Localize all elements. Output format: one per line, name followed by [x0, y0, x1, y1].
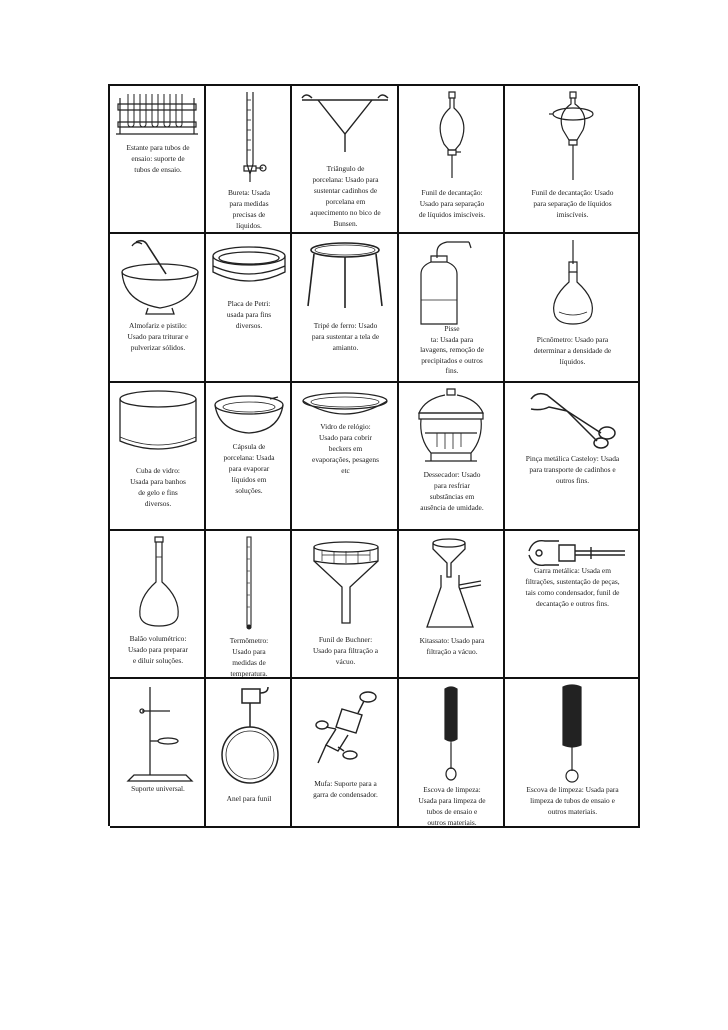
caption-pinca: Pinça metálica Casteloy: Usada para transporte de cadinhos e outros fins. — [525, 454, 620, 485]
cell-pisseta — [399, 234, 505, 383]
caption-funil-decantacao-1: Funil de decantação: Usado para separação de líquidos imiscíveis. — [418, 188, 486, 219]
cell-triangulo — [292, 86, 399, 234]
cell-kitassato — [399, 531, 505, 679]
boss-clamp-icon — [312, 689, 382, 773]
desiccator-icon — [415, 387, 487, 467]
caption-cuba: Cuba de vidro: Usada para banhos de gelo e fins diversos. — [130, 466, 186, 508]
separatory-funnel-ring-icon — [549, 90, 597, 182]
caption-pisseta: Pisse ta: Usada para lavagens, remoção de precipitados e outros fins. — [420, 324, 484, 375]
caption-garra: Garra metálica: Usada em filtrações, sustentação de peças, tais como condensador, funil de decantação e outros fins. — [525, 566, 620, 608]
caption-estante: Estante para tubos de ensaio: suporte de tubos de ensaio. — [126, 143, 190, 174]
cell-capsula — [206, 383, 292, 531]
caption-mufa: Mufa: Suporte para a garra de condensador. — [313, 779, 378, 799]
glass-trough-icon — [116, 389, 200, 455]
caption-funil-decantacao-2: Funil de decantação: Usado para separação de líquidos imiscíveis. — [531, 188, 614, 219]
support-ring-icon — [218, 685, 282, 789]
cell-garra — [505, 531, 640, 679]
watch-glass-icon — [300, 391, 390, 421]
petri-dish-icon — [210, 244, 288, 286]
caption-escova-2: Escova de limpeza: Usada para limpeza de tubos de ensaio e outros materiais. — [526, 785, 619, 816]
buchner-funnel-icon — [310, 541, 382, 625]
evaporating-dish-icon — [212, 393, 286, 437]
caption-escova-1: Escova de limpeza: Usada para limpeza de tubos de ensaio e outros materiais. — [418, 785, 486, 827]
cell-funil-decantacao-2 — [505, 86, 640, 234]
cell-escova-2 — [505, 679, 640, 828]
test-tube-brush-icon — [439, 685, 463, 781]
burette-icon — [230, 90, 270, 186]
pycnometer-icon — [547, 238, 599, 330]
caption-vidro-relogio: Vidro de relógio: Usado para cobrir beckers em evaporações, pesagens etc — [312, 422, 379, 475]
cell-cuba — [110, 383, 206, 531]
cell-picnometro — [505, 234, 640, 383]
caption-balao: Balão volumétrico: Usado para preparar e diluir soluções. — [128, 634, 188, 665]
wash-bottle-icon — [413, 240, 473, 330]
porcelain-triangle-icon — [300, 90, 390, 154]
caption-kitassato: Kitassato: Usado para filtração a vácuo. — [419, 636, 485, 656]
cell-buchner — [292, 531, 399, 679]
caption-suporte: Suporte universal. — [131, 784, 185, 793]
test-tube-rack-icon — [114, 90, 200, 138]
cell-mufa — [292, 679, 399, 828]
cell-vidro-relogio — [292, 383, 399, 531]
caption-dessecador: Dessecador: Usado para resfriar substâncias em ausência de umidade. — [420, 470, 484, 512]
caption-termometro: Termômetro: Usado para medidas de temperatura. — [229, 636, 269, 678]
cell-funil-decantacao-1 — [399, 86, 505, 234]
cell-suporte — [110, 679, 206, 828]
cell-estante — [110, 86, 206, 234]
caption-anel: Anel para funil — [226, 794, 272, 803]
cell-petri — [206, 234, 292, 383]
cell-bureta — [206, 86, 292, 234]
cell-anel — [206, 679, 292, 828]
cell-escova-1 — [399, 679, 505, 828]
mortar-pestle-icon — [116, 238, 200, 316]
ring-stand-icon — [124, 685, 196, 785]
cell-termometro — [206, 531, 292, 679]
cell-almofariz — [110, 234, 206, 383]
crucible-tongs-icon — [527, 389, 623, 449]
caption-triangulo: Triângulo de porcelana: Usado para sustentar cadinhos de porcelana em aquecimento no bico de Bunsen. — [310, 164, 381, 228]
equipment-grid — [108, 84, 638, 826]
caption-almofariz: Almofariz e pistilo: Usado para triturar e pulverizar sólidos. — [127, 321, 189, 352]
thermometer-icon — [242, 535, 256, 635]
caption-petri: Placa de Petri: usada para fins diversos. — [226, 299, 272, 330]
caption-picnometro: Picnômetro: Usado para determinar a densidade de líquidos. — [533, 335, 612, 366]
separatory-funnel-icon — [429, 90, 475, 180]
cell-pinca — [505, 383, 640, 531]
caption-tripe: Tripé de ferro: Usado para sustentar a tela de amianto. — [311, 321, 380, 352]
caption-capsula: Cápsula de porcelana: Usada para evaporar líquidos em soluções. — [223, 442, 275, 495]
caption-bureta: Bureta: Usada para medidas precisas de líquidos. — [227, 188, 271, 230]
caption-buchner: Funil de Buchner: Usado para filtração a vácuo. — [312, 635, 379, 666]
test-tube-brush-large-icon — [557, 683, 587, 783]
volumetric-flask-icon — [134, 535, 184, 631]
tripod-icon — [304, 240, 386, 310]
cell-tripe — [292, 234, 399, 383]
cell-dessecador — [399, 383, 505, 531]
cell-balao — [110, 531, 206, 679]
kitasato-flask-icon — [423, 537, 485, 633]
